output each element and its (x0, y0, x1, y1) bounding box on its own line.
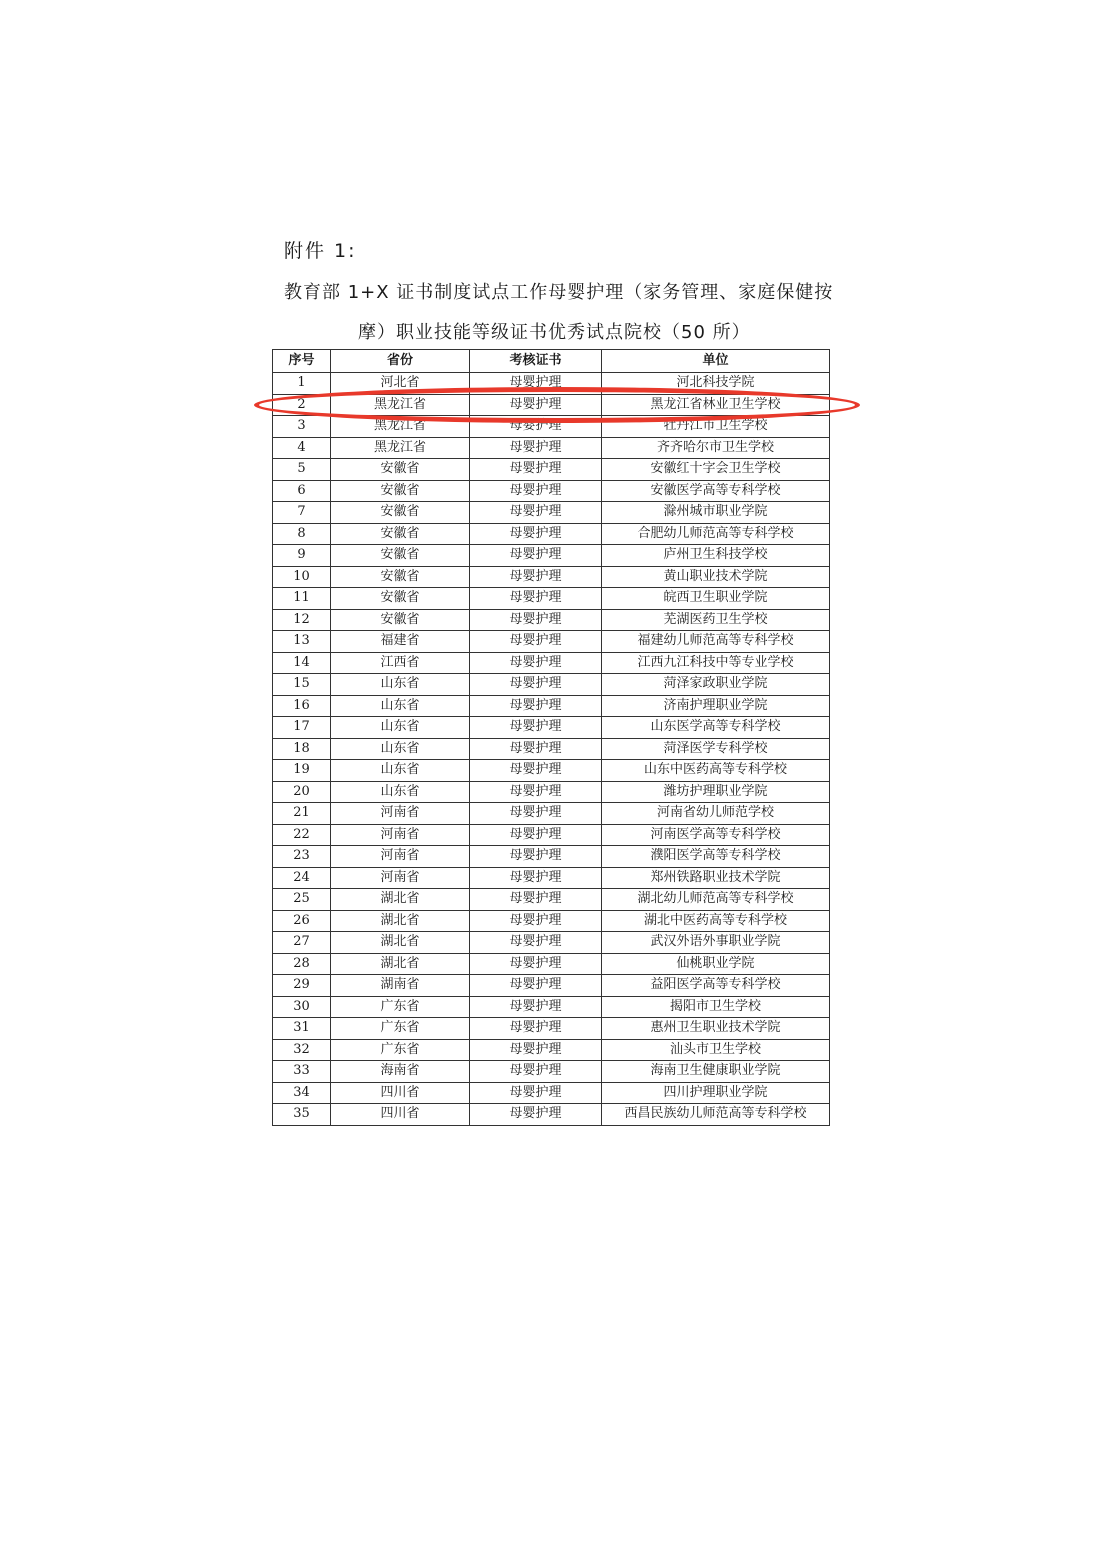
cell-index: 34 (273, 1082, 331, 1104)
cell-institution: 黄山职业技术学院 (602, 566, 830, 588)
cell-institution: 湖北幼儿师范高等专科学校 (602, 889, 830, 911)
cell-institution: 郑州铁路职业技术学院 (602, 867, 830, 889)
table-row (273, 953, 830, 975)
cell-province: 安徽省 (331, 459, 470, 481)
cell-institution: 山东中医药高等专科学校 (602, 760, 830, 782)
cell-certificate: 母婴护理 (470, 437, 602, 459)
cell-certificate: 母婴护理 (470, 674, 602, 696)
cell-institution: 湖北中医药高等专科学校 (602, 910, 830, 932)
table-row (273, 867, 830, 889)
cell-certificate: 母婴护理 (470, 996, 602, 1018)
cell-institution: 山东医学高等专科学校 (602, 717, 830, 739)
cell-province: 安徽省 (331, 480, 470, 502)
cell-index: 18 (273, 738, 331, 760)
table-row (273, 695, 830, 717)
cell-institution: 海南卫生健康职业学院 (602, 1061, 830, 1083)
table-row (273, 437, 830, 459)
cell-certificate: 母婴护理 (470, 846, 602, 868)
cell-institution: 菏泽医学专科学校 (602, 738, 830, 760)
table-row (273, 932, 830, 954)
table-row (273, 781, 830, 803)
cell-index: 7 (273, 502, 331, 524)
cell-province: 河南省 (331, 803, 470, 825)
cell-institution: 河南省幼儿师范学校 (602, 803, 830, 825)
cell-certificate: 母婴护理 (470, 695, 602, 717)
table-row (273, 459, 830, 481)
cell-institution: 武汉外语外事职业学院 (602, 932, 830, 954)
table-row (273, 846, 830, 868)
cell-index: 26 (273, 910, 331, 932)
table-body (273, 373, 830, 1126)
cell-certificate: 母婴护理 (470, 652, 602, 674)
cell-certificate: 母婴护理 (470, 631, 602, 653)
table-row (273, 523, 830, 545)
cell-province: 湖北省 (331, 910, 470, 932)
table-row (273, 975, 830, 997)
cell-province: 湖北省 (331, 932, 470, 954)
cell-institution: 汕头市卫生学校 (602, 1039, 830, 1061)
cell-institution: 河南医学高等专科学校 (602, 824, 830, 846)
table-row (273, 1018, 830, 1040)
table-row (273, 910, 830, 932)
cell-certificate: 母婴护理 (470, 910, 602, 932)
cell-institution: 滁州城市职业学院 (602, 502, 830, 524)
cell-certificate: 母婴护理 (470, 1104, 602, 1126)
document-title-line-2: 摩）职业技能等级证书优秀试点院校（50 所） (358, 322, 751, 343)
cell-province: 湖北省 (331, 889, 470, 911)
cell-province: 湖南省 (331, 975, 470, 997)
cell-index: 10 (273, 566, 331, 588)
table-row (273, 609, 830, 631)
table-row (273, 502, 830, 524)
cell-certificate: 母婴护理 (470, 889, 602, 911)
cell-province: 山东省 (331, 738, 470, 760)
cell-index: 30 (273, 996, 331, 1018)
table-row (273, 480, 830, 502)
cell-institution: 黑龙江省林业卫生学校 (602, 394, 830, 416)
cell-index: 23 (273, 846, 331, 868)
cell-province: 四川省 (331, 1104, 470, 1126)
cell-province: 山东省 (331, 695, 470, 717)
table-row (273, 416, 830, 438)
cell-certificate: 母婴护理 (470, 717, 602, 739)
cell-certificate: 母婴护理 (470, 1082, 602, 1104)
cell-certificate: 母婴护理 (470, 1061, 602, 1083)
cell-index: 20 (273, 781, 331, 803)
document-title-line-1: 教育部 1+X 证书制度试点工作母婴护理（家务管理、家庭保健按 (284, 282, 834, 303)
cell-certificate: 母婴护理 (470, 502, 602, 524)
cell-index: 31 (273, 1018, 331, 1040)
cell-province: 河南省 (331, 846, 470, 868)
cell-index: 17 (273, 717, 331, 739)
cell-province: 河南省 (331, 867, 470, 889)
cell-institution: 庐州卫生科技学校 (602, 545, 830, 567)
cell-province: 安徽省 (331, 566, 470, 588)
cell-index: 8 (273, 523, 331, 545)
cell-certificate: 母婴护理 (470, 609, 602, 631)
cell-index: 6 (273, 480, 331, 502)
cell-certificate: 母婴护理 (470, 459, 602, 481)
cell-index: 32 (273, 1039, 331, 1061)
cell-province: 山东省 (331, 717, 470, 739)
table-header-row (273, 350, 830, 373)
cell-certificate: 母婴护理 (470, 545, 602, 567)
table-row (273, 889, 830, 911)
cell-index: 11 (273, 588, 331, 610)
cell-institution: 芜湖医药卫生学校 (602, 609, 830, 631)
cell-institution: 濮阳医学高等专科学校 (602, 846, 830, 868)
cell-province: 山东省 (331, 674, 470, 696)
cell-certificate: 母婴护理 (470, 867, 602, 889)
cell-index: 24 (273, 867, 331, 889)
cell-index: 4 (273, 437, 331, 459)
cell-province: 广东省 (331, 996, 470, 1018)
cell-index: 29 (273, 975, 331, 997)
cell-certificate: 母婴护理 (470, 781, 602, 803)
cell-institution: 潍坊护理职业学院 (602, 781, 830, 803)
cell-index: 12 (273, 609, 331, 631)
cell-province: 安徽省 (331, 545, 470, 567)
cell-institution: 揭阳市卫生学校 (602, 996, 830, 1018)
cell-institution: 皖西卫生职业学院 (602, 588, 830, 610)
cell-index: 5 (273, 459, 331, 481)
cell-certificate: 母婴护理 (470, 738, 602, 760)
cell-province: 江西省 (331, 652, 470, 674)
cell-institution: 福建幼儿师范高等专科学校 (602, 631, 830, 653)
cell-institution: 四川护理职业学院 (602, 1082, 830, 1104)
cell-certificate: 母婴护理 (470, 373, 602, 395)
cell-province: 河南省 (331, 824, 470, 846)
table-row (273, 566, 830, 588)
cell-index: 28 (273, 953, 331, 975)
cell-index: 35 (273, 1104, 331, 1126)
cell-certificate: 母婴护理 (470, 803, 602, 825)
cell-province: 安徽省 (331, 588, 470, 610)
cell-certificate: 母婴护理 (470, 824, 602, 846)
cell-index: 14 (273, 652, 331, 674)
header-certificate: 考核证书 (470, 350, 602, 373)
header-institution: 单位 (602, 350, 830, 373)
cell-institution: 济南护理职业学院 (602, 695, 830, 717)
cell-province: 广东省 (331, 1039, 470, 1061)
table-row (273, 1061, 830, 1083)
cell-index: 25 (273, 889, 331, 911)
cell-certificate: 母婴护理 (470, 523, 602, 545)
cell-certificate: 母婴护理 (470, 394, 602, 416)
cell-institution: 齐齐哈尔市卫生学校 (602, 437, 830, 459)
cell-index: 1 (273, 373, 331, 395)
table-row (273, 1039, 830, 1061)
cell-province: 山东省 (331, 760, 470, 782)
cell-certificate: 母婴护理 (470, 416, 602, 438)
cell-certificate: 母婴护理 (470, 1039, 602, 1061)
cell-index: 3 (273, 416, 331, 438)
cell-province: 广东省 (331, 1018, 470, 1040)
table-row (273, 760, 830, 782)
table-row (273, 674, 830, 696)
cell-certificate: 母婴护理 (470, 566, 602, 588)
cell-index: 22 (273, 824, 331, 846)
cell-index: 27 (273, 932, 331, 954)
cell-certificate: 母婴护理 (470, 1018, 602, 1040)
table-row (273, 1082, 830, 1104)
cell-index: 16 (273, 695, 331, 717)
cell-province: 安徽省 (331, 523, 470, 545)
cell-province: 山东省 (331, 781, 470, 803)
cell-institution: 江西九江科技中等专业学校 (602, 652, 830, 674)
cell-province: 湖北省 (331, 953, 470, 975)
cell-province: 黑龙江省 (331, 416, 470, 438)
cell-certificate: 母婴护理 (470, 953, 602, 975)
table-row (273, 824, 830, 846)
cell-province: 黑龙江省 (331, 394, 470, 416)
table-row (273, 803, 830, 825)
cell-institution: 河北科技学院 (602, 373, 830, 395)
table-row (273, 373, 830, 395)
cell-institution: 西昌民族幼儿师范高等专科学校 (602, 1104, 830, 1126)
table-row (273, 588, 830, 610)
cell-index: 21 (273, 803, 331, 825)
cell-province: 黑龙江省 (331, 437, 470, 459)
cell-index: 9 (273, 545, 331, 567)
cell-certificate: 母婴护理 (470, 588, 602, 610)
cell-institution: 安徽红十字会卫生学校 (602, 459, 830, 481)
cell-institution: 益阳医学高等专科学校 (602, 975, 830, 997)
header-province: 省份 (331, 350, 470, 373)
table-row (273, 738, 830, 760)
cell-province: 福建省 (331, 631, 470, 653)
cell-province: 四川省 (331, 1082, 470, 1104)
cell-index: 15 (273, 674, 331, 696)
table-row (273, 996, 830, 1018)
table-row (273, 631, 830, 653)
table-row (273, 545, 830, 567)
cell-index: 19 (273, 760, 331, 782)
cell-certificate: 母婴护理 (470, 932, 602, 954)
cell-certificate: 母婴护理 (470, 760, 602, 782)
table-row (273, 1104, 830, 1126)
table-row (273, 394, 830, 416)
table-row (273, 717, 830, 739)
cell-province: 河北省 (331, 373, 470, 395)
cell-index: 2 (273, 394, 331, 416)
cell-certificate: 母婴护理 (470, 975, 602, 997)
cell-province: 安徽省 (331, 609, 470, 631)
cell-index: 33 (273, 1061, 331, 1083)
attachment-label: 附件 1: (284, 240, 357, 262)
cell-certificate: 母婴护理 (470, 480, 602, 502)
cell-province: 安徽省 (331, 502, 470, 524)
cell-institution: 惠州卫生职业技术学院 (602, 1018, 830, 1040)
cell-province: 海南省 (331, 1061, 470, 1083)
table-row (273, 652, 830, 674)
cell-institution: 牡丹江市卫生学校 (602, 416, 830, 438)
cell-institution: 仙桃职业学院 (602, 953, 830, 975)
pilot-schools-table (272, 349, 830, 1126)
cell-institution: 菏泽家政职业学院 (602, 674, 830, 696)
cell-institution: 安徽医学高等专科学校 (602, 480, 830, 502)
header-index: 序号 (273, 350, 331, 373)
cell-institution: 合肥幼儿师范高等专科学校 (602, 523, 830, 545)
cell-index: 13 (273, 631, 331, 653)
